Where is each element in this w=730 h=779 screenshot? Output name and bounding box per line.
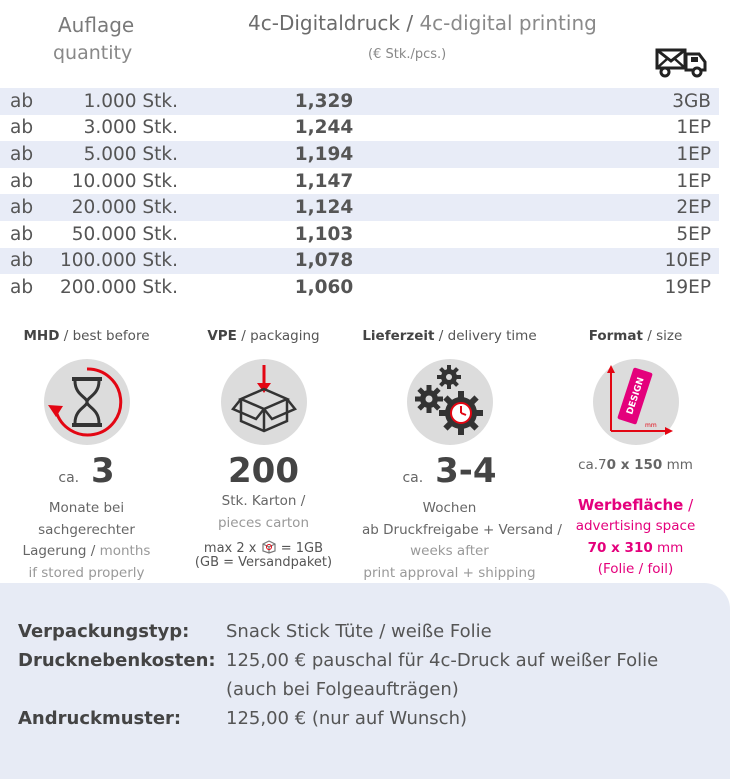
mhd-title <box>0 328 174 344</box>
vpe-section <box>176 328 351 570</box>
small-box-icon <box>261 540 277 554</box>
table-row <box>0 248 719 275</box>
lieferzeit-title-sep: / <box>434 328 448 344</box>
gears-clock-icon <box>407 359 493 445</box>
info-value: Snack Stick Tüte / weiße Folie <box>226 621 492 642</box>
cell-ab: ab <box>10 276 34 298</box>
mhd-prefix: ca. <box>58 470 80 486</box>
info-label: Drucknebenkosten: <box>18 650 216 671</box>
header-print-sep: / <box>399 11 420 35</box>
format-ad-de: Werbefläche <box>577 495 684 514</box>
price-table <box>0 88 719 301</box>
mhd-title-de: MHD <box>23 328 60 344</box>
vpe-title-en: packaging <box>250 328 320 344</box>
lieferzeit-line1: Wochen <box>422 500 477 516</box>
format-ad-size-bold: 70 x 310 <box>587 539 653 556</box>
info-value: (auch bei Folgeaufträgen) <box>226 679 459 700</box>
vpe-title-de: VPE <box>207 328 237 344</box>
mhd-line4: if stored properly <box>28 564 145 581</box>
format-size-unit: mm <box>662 457 693 473</box>
cell-quantity: 100.000 Stk. <box>60 250 178 272</box>
table-row <box>0 274 719 301</box>
format-size-bold: 0 x 150 <box>606 457 663 473</box>
format-title-de: Format <box>588 328 643 344</box>
mhd-line3-en: months <box>99 543 151 559</box>
cell-shipping: 1EP <box>676 117 711 139</box>
mhd-line3-de: Lagerung <box>22 543 87 559</box>
cell-quantity: 5.000 Stk. <box>83 143 178 165</box>
envelope-truck-icon <box>655 44 711 82</box>
mhd-number: 3 <box>90 451 115 491</box>
format-ad-size-unit: mm <box>652 539 684 556</box>
format-title-sep: / <box>642 328 657 344</box>
vpe-number: 200 <box>228 451 299 491</box>
mhd-value <box>0 451 174 498</box>
format-ad-note: (Folie / foil) <box>597 561 674 577</box>
cell-price: 1,147 <box>294 170 354 192</box>
info-box <box>0 583 730 779</box>
vpe-note1-a: max 2 x <box>203 541 257 556</box>
stick-unit-label: mm <box>644 422 657 429</box>
vpe-line2: pieces carton <box>217 514 310 531</box>
format-section <box>548 328 723 581</box>
vpe-title <box>176 328 351 344</box>
vpe-note2: (GB = Versandpaket) <box>194 555 333 570</box>
vpe-note1-b: = 1GB <box>280 541 324 556</box>
mhd-line1: Monate bei <box>48 500 125 516</box>
vpe-line1: Stk. Karton / <box>221 493 306 509</box>
lieferzeit-line3: weeks after <box>410 543 489 559</box>
box-icon <box>221 359 307 445</box>
cell-shipping: 2EP <box>676 197 711 219</box>
mhd-section <box>0 328 174 584</box>
cell-quantity: 1.000 Stk. <box>83 90 178 112</box>
cell-shipping: 1EP <box>676 143 711 165</box>
vpe-title-sep: / <box>236 328 251 344</box>
mhd-line2: sachgerechter <box>38 521 135 538</box>
cell-shipping: 10EP <box>664 250 711 272</box>
header-unit: (€ Stk./pcs.) <box>368 47 447 62</box>
info-label: Andruckmuster: <box>18 708 182 729</box>
lieferzeit-prefix: ca. <box>402 470 424 486</box>
lieferzeit-title-de: Lieferzeit <box>362 328 435 344</box>
table-row <box>0 194 719 221</box>
mhd-title-en: best before <box>72 328 150 344</box>
mhd-title-sep: / <box>59 328 73 344</box>
cell-quantity: 20.000 Stk. <box>71 197 178 219</box>
cell-price: 1,060 <box>294 276 354 298</box>
cell-price: 1,244 <box>294 117 354 139</box>
lieferzeit-line2: ab Druckfreigabe + Versand / <box>362 521 562 538</box>
cell-price: 1,103 <box>294 223 354 245</box>
stick-package-icon <box>593 359 679 445</box>
hourglass-icon <box>44 359 130 445</box>
cell-shipping: 3GB <box>672 90 711 112</box>
header-print-en: 4c-digital printing <box>419 11 597 35</box>
format-ad-title <box>548 495 723 517</box>
cell-ab: ab <box>10 117 34 139</box>
table-row <box>0 168 719 195</box>
format-size <box>548 455 723 477</box>
lieferzeit-title-en: delivery time <box>447 328 537 344</box>
lieferzeit-title <box>362 328 537 344</box>
cell-ab: ab <box>10 197 34 219</box>
cell-price: 1,329 <box>294 90 354 112</box>
cell-ab: ab <box>10 223 34 245</box>
lieferzeit-line4: print approval + shipping <box>363 564 536 581</box>
cell-quantity: 3.000 Stk. <box>83 117 178 139</box>
header-quantity: quantity <box>53 42 133 64</box>
cell-shipping: 1EP <box>676 170 711 192</box>
lieferzeit-section <box>362 328 562 584</box>
cell-quantity: 200.000 Stk. <box>60 276 178 298</box>
cell-ab: ab <box>10 143 34 165</box>
stick-design-label: DESIGN <box>624 376 647 416</box>
cell-price: 1,124 <box>294 197 354 219</box>
lieferzeit-number: 3-4 <box>435 451 497 491</box>
info-value: 125,00 € pauschal für 4c-Druck auf weißer Folie <box>226 650 659 671</box>
table-row <box>0 115 719 142</box>
cell-quantity: 50.000 Stk. <box>71 223 178 245</box>
table-row <box>0 88 719 115</box>
format-title-en: size <box>656 328 683 344</box>
table-row <box>0 141 719 168</box>
cell-shipping: 19EP <box>664 276 711 298</box>
cell-ab: ab <box>10 170 34 192</box>
header-auflage: Auflage <box>58 13 135 37</box>
format-ad-en: advertising space <box>575 518 696 534</box>
format-title <box>548 328 723 344</box>
cell-price: 1,078 <box>294 250 354 272</box>
format-ad-sep: / <box>683 495 694 514</box>
cell-price: 1,194 <box>294 143 354 165</box>
mhd-line3 <box>0 541 174 563</box>
cell-ab: ab <box>10 250 34 272</box>
vpe-note1 <box>176 540 351 556</box>
info-value: 125,00 € (nur auf Wunsch) <box>226 708 468 729</box>
mhd-line3-sep: / <box>86 543 100 559</box>
cell-quantity: 10.000 Stk. <box>71 170 178 192</box>
header-print-de: 4c-Digitaldruck <box>248 11 400 35</box>
format-ad-size <box>548 538 723 560</box>
table-row <box>0 221 719 248</box>
lieferzeit-value <box>362 451 537 498</box>
header-print-title <box>248 11 597 35</box>
format-size-prefix: ca.7 <box>578 457 607 473</box>
cell-shipping: 5EP <box>676 223 711 245</box>
cell-ab: ab <box>10 90 34 112</box>
info-label: Verpackungstyp: <box>18 621 190 642</box>
